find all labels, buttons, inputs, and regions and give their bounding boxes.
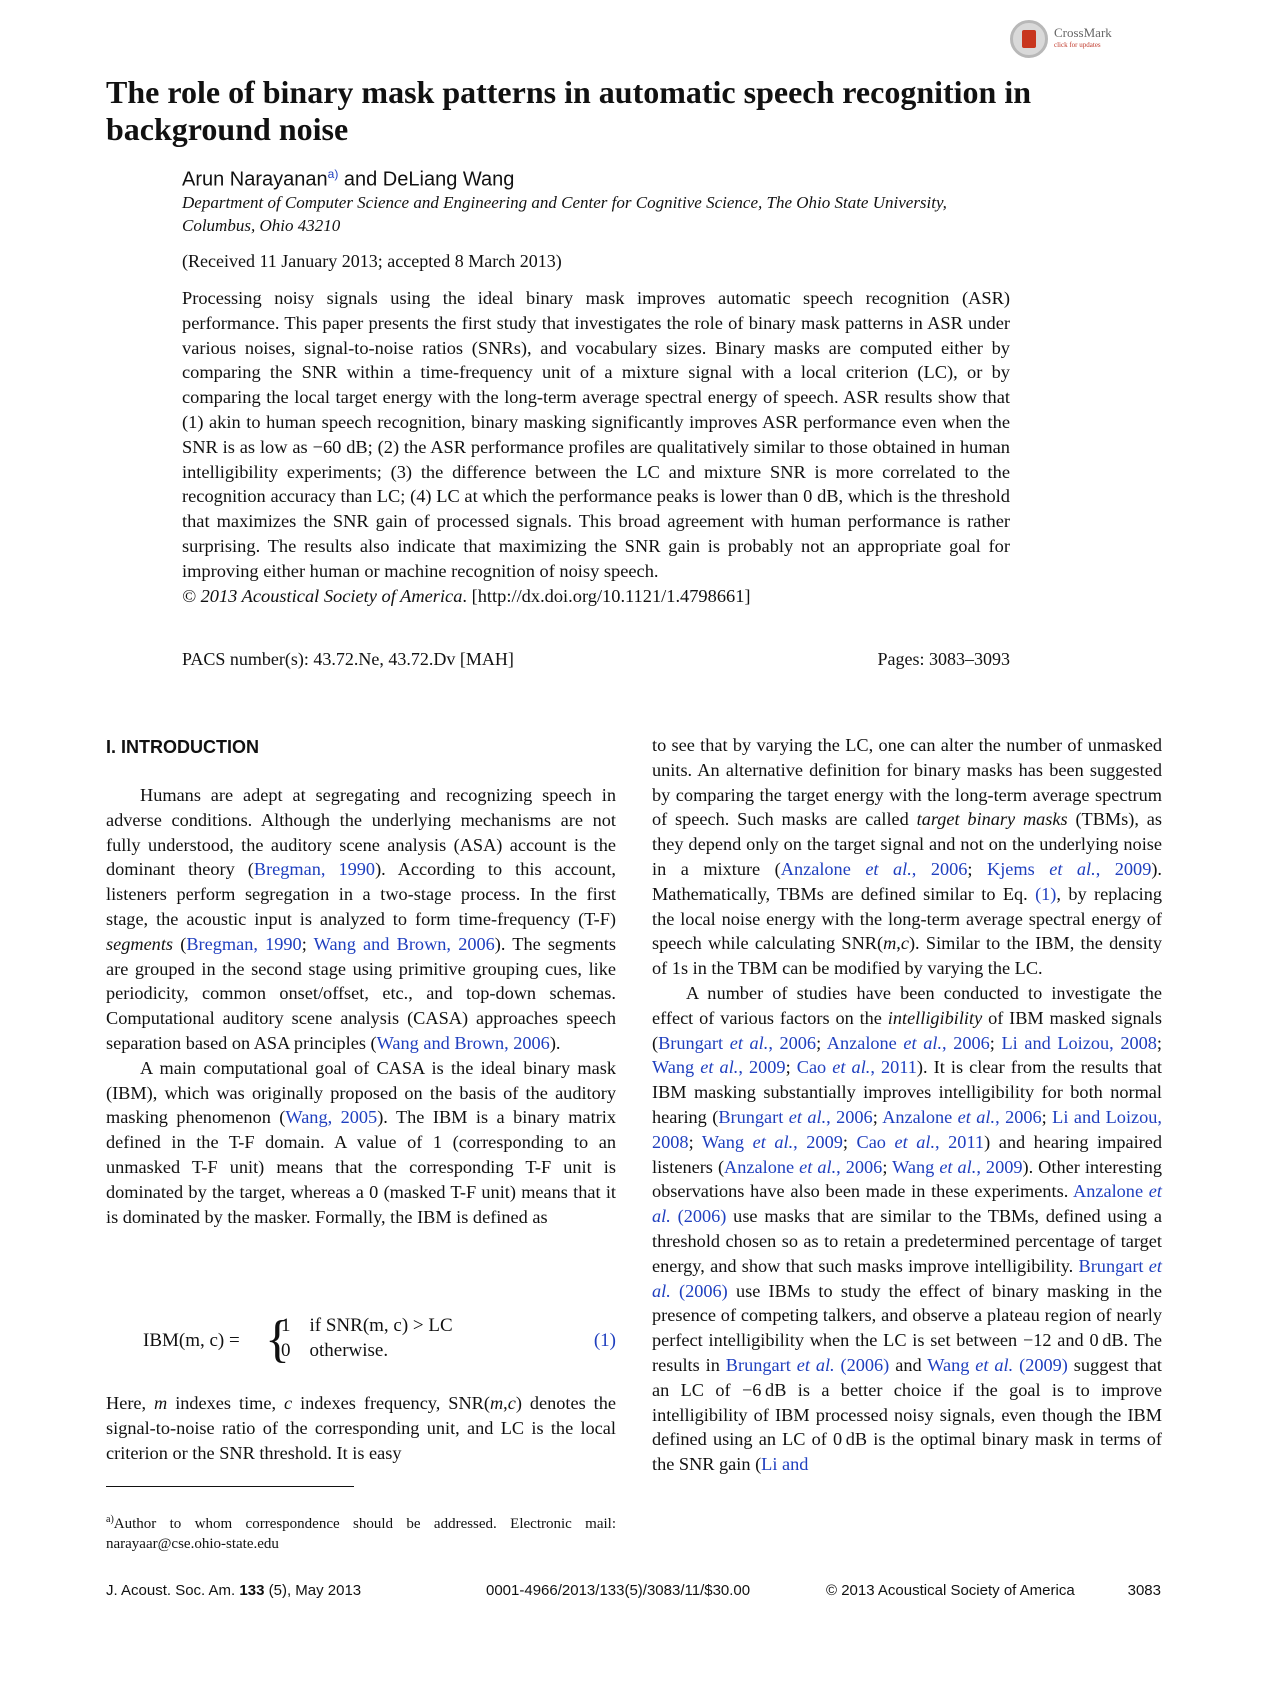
citation-link[interactable]: Wang et al., 2009 [652,1057,786,1078]
received-dates: (Received 11 January 2013; accepted 8 March 2013) [182,251,562,271]
footer-code: 0001-4966/2013/133(5)/3083/11/$30.00 [486,1582,751,1599]
section-heading: I. INTRODUCTION [106,737,259,757]
equation-1 [143,1313,616,1373]
copyright-line [182,586,751,606]
abstract-text: Processing noisy signals using the ideal binary mask improves automatic speech recognition (ASR) performance. This paper presents the first study that investigates the role of binary mask patterns in ASR under various noises, signal-to-noise ratios (SNRs), and vocabulary sizes. Binary masks are computed either by comparing the SNR within a time-frequency unit of a mixture signal with a local criterion (LC), or by comparing the local target energy with the long-term average spectral energy of speech. ASR results show that (1) akin to human speech recognition, binary masking significantly improves ASR performance even when the SNR is as low as −60 dB; (2) the ASR performance profiles are qualitatively similar to those obtained in human intelligibility experiments; (3) the difference between the LC and mixture SNR is more correlated to the recognition accuracy than LC; (4) LC at which the performance peaks is lower than 0 dB, which is the threshold that maximizes the SNR gain of processed signals. This broad agreement with human performance is rather surprising. The results also indicate that maximizing the SNR gain is probably not an appropriate goal for improving either human or machine recognition of noisy speech. [182,288,1010,581]
citation-link[interactable]: Li and [761,1454,809,1475]
crossmark-sub: click for updates [1054,41,1101,49]
left-column-continued [106,1391,616,1465]
footnote-text: Author to whom correspondence should be addressed. Electronic mail: narayaar@cse.ohio-state.edu [106,1516,616,1552]
citation-link[interactable]: Wang, 2005 [285,1107,378,1128]
doi-link[interactable]: . [http://dx.doi.org/10.1121/1.4798661] [462,585,751,606]
citation-link[interactable]: Brungart et al. (2006) [652,1255,1162,1301]
citation-link[interactable]: Anzalone et al., 2006 [882,1106,1042,1127]
paragraph: A main computational goal of CASA is the ideal binary mask (IBM), which was originally proposed on the basis of the auditory masking phenomenon (Wang, 2005). The IBM is a binary matrix defined in the T-F domain. A value of 1 (corresponding to an unmasked T-F unit) means that the corresponding T-F unit is dominated by the target, whereas a 0 (masked T-F unit) means that it is dominated by the masker. Formally, the IBM is defined as [106,1057,616,1227]
citation-link[interactable]: Anzalone et al., 2006 [826,1032,990,1053]
footer-journal: J. Acoust. Soc. Am. 133 (5), May 2013 [106,1582,362,1599]
footer-page-number: 3083 [1127,1582,1161,1599]
footnote-rule [106,1486,354,1487]
paper-title: The role of binary mask patterns in automatic speech recognition in background noise [106,74,1032,147]
citation-link[interactable]: Wang et al., 2009 [701,1131,843,1152]
citation-link[interactable]: Bregman, 1990 [186,933,302,954]
citation-link[interactable]: Wang and Brown, 2006 [376,1032,550,1053]
citation-link[interactable]: Li and Loizou, 2008 [1001,1032,1157,1053]
author-rest: and DeLiang Wang [338,168,515,191]
crossmark-badge[interactable] [1010,20,1112,58]
citation-link[interactable]: Brungart et al. (2006) [725,1354,890,1375]
author-line [182,167,514,192]
equation-case-1: 1 if SNR(m, c) > LC [281,1315,453,1336]
citation-link[interactable]: Brungart et al., 2006 [718,1106,873,1127]
page-range: Pages: 3083–3093 [877,649,1010,669]
citation-link[interactable]: Anzalone et al. (2006) [652,1181,1162,1227]
citation-link[interactable]: Wang and Brown, 2006 [313,933,495,954]
equation-case-2: 0 otherwise. [281,1340,389,1361]
citation-link[interactable]: Anzalone et al., 2006 [780,858,968,879]
citation-link[interactable]: Kjems et al., 2009 [987,858,1152,879]
affiliation: Department of Computer Science and Engineering and Center for Cognitive Science, The Ohio State University, Columbus, Ohio 43210 [182,193,947,235]
citation-link[interactable]: Cao et al., 2011 [796,1057,917,1078]
pacs-numbers: PACS number(s): 43.72.Ne, 43.72.Dv [MAH] [182,649,514,669]
citation-link[interactable]: Brungart et al., 2006 [658,1032,817,1053]
author-first: Arun Narayanan [182,168,328,191]
footnote [106,1510,616,1554]
paragraph: to see that by varying the LC, one can alter the number of unmasked units. An alternative definition for binary masks has been suggested by comparing the target energy with the long-term average spectrum of speech. Such masks are called target binary masks (TBMs), as they depend only on the target signal and not on the underlying noise in a mixture (Anzalone et al., 2006; Kjems et al., 2009). Mathematically, TBMs are defined similar to Eq. (1), by replacing the local noise energy with the long-term average spectral energy of speech while calculating SNR(m,c). Similar to the IBM, the density of 1s in the TBM can be modified by varying the LC. [652,735,1163,979]
paragraph: Humans are adept at segregating and recognizing speech in adverse conditions. Although the underlying mechanisms are not fully understood, the auditory scene analysis (ASA) account is the dominant theory (Bregman, 1990). According to this account, listeners perform segregation in a two-stage process. In the first stage, the acoustic input is analyzed to form time-frequency (T-F) segments (Bregman, 1990; Wang and Brown, 2006). The segments are grouped in the second stage using primitive grouping cues, like periodicity, common onset/offset, etc., and top-down schemas. Computational auditory scene analysis (CASA) approaches speech separation based on ASA principles (Wang and Brown, 2006). [106,785,616,1053]
crossmark-label: CrossMark [1054,25,1112,40]
citation-link[interactable]: Li and Loizou, 2008 [652,1106,1162,1152]
abstract [182,286,1010,608]
paragraph: A number of studies have been conducted to investigate the effect of various factors on the intelligibility of IBM masked signals (Brungart et al., 2006; Anzalone et al., 2006; Li and Loizou, 2008; Wang et al., 2009; Cao et al., 2011). It is clear from the results that IBM masking substantially improves intelligibility for both normal hearing (Brungart et al., 2006; Anzalone et al., 2006; Li and Loizou, 2008; Wang et al., 2009; Cao et al., 2011) and hearing impaired listeners (Anzalone et al., 2006; Wang et al., 2009). Other interesting observations have also been made in these experiments. Anzalone et al. (2006) use masks that are similar to the TBMs, defined using a threshold chosen so as to retain a predetermined percentage of target energy, and show that such masks improve intelligibility. Brungart et al. (2006) use IBMs to study the effect of binary masking in the presence of competing talkers, and observe a plateau region of nearly perfect intelligibility when the LC is set between −12 and 0 dB. The results in Brungart et al. (2006) and Wang et al. (2009) suggest that an LC of −6 dB is a better choice if the goal is to improve intelligibility of IBM processed noisy signals, even though the IBM defined using an LC of 0 dB is the optimal binary mask in terms of the SNR gain (Li and [652,982,1163,1475]
citation-link[interactable]: Cao et al., 2011 [856,1131,985,1152]
equation-lhs: IBM(m, c) = [143,1330,240,1351]
equation-number[interactable]: (1) [593,1330,616,1351]
citation-link[interactable]: Anzalone et al., 2006 [724,1156,883,1177]
footer-copyright: © 2013 Acoustical Society of America [826,1582,1075,1599]
equation-ref-link[interactable]: (1) [1035,883,1057,904]
citation-link[interactable]: Bregman, 1990 [253,859,376,880]
equation-brace: { [265,1311,290,1368]
citation-link[interactable]: Wang et al., 2009 [892,1156,1023,1177]
author-footnote-marker[interactable]: a) [327,167,339,181]
citation-link[interactable]: Wang et al. (2009) [927,1354,1068,1375]
right-column [652,733,1162,1477]
footnote-marker: a) [106,1514,114,1525]
crossmark-icon [1010,20,1048,58]
pacs-row [182,649,1010,670]
copyright-society: © 2013 Acoustical Society of America [182,585,463,606]
paragraph: Here, m indexes time, c indexes frequency, SNR(m,c) denotes the signal-to-noise ratio of the corresponding unit, and LC is the local criterion or the SNR threshold. It is easy [106,1393,617,1463]
left-column [106,783,616,1229]
